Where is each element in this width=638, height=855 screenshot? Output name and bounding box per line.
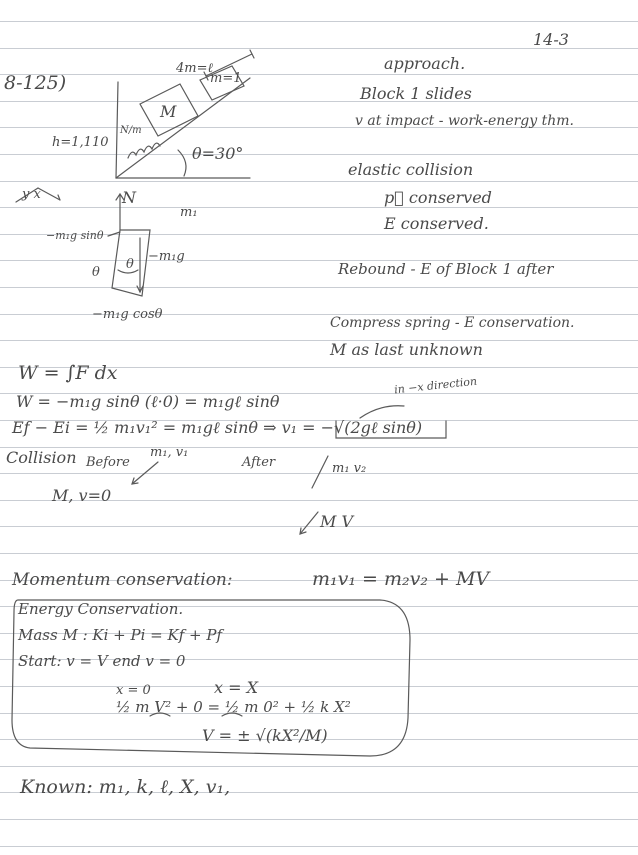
energy-change-line: Ef − Ei = ½ m₁v₁² = m₁gℓ sinθ ⇒ v₁ = −√(2gℓ sinθ): [12, 418, 423, 437]
collision-M-rest: M, v=0: [52, 486, 112, 505]
big-mass-label: M: [160, 102, 177, 121]
height-label: h=1,110: [52, 135, 109, 150]
energy-x0: x = 0: [116, 683, 151, 698]
work-line: W = −m₁g sinθ (ℓ·0) = m₁gℓ sinθ: [16, 392, 280, 411]
energy-mass-line: Mass M : Ki + Pi = Kf + Pf: [18, 626, 223, 644]
work-definition: W = ∫F dx: [18, 362, 118, 384]
angle-theta-label: θ: [126, 257, 134, 272]
collision-m1v2: m₁ v₂: [332, 461, 367, 476]
in-x-arrow: [360, 406, 404, 418]
note-compress: Compress spring - E conservation.: [330, 315, 575, 331]
weight-label: −m₁g: [148, 249, 185, 264]
collision-MV: M V: [320, 512, 354, 531]
spring: [128, 143, 160, 158]
known-list: Known: m₁, k, ℓ, X, v₁,: [20, 776, 231, 798]
note-elastic: elastic collision: [348, 160, 474, 179]
collision-title: Collision: [6, 448, 77, 467]
free-body-diagram: [108, 194, 150, 296]
axes-label: y x: [22, 187, 41, 202]
small-mass-label: m=1: [210, 71, 242, 86]
energy-title: Energy Conservation.: [18, 600, 184, 618]
collision-before: Before: [86, 455, 130, 470]
length-label: 4m=ℓ: [176, 61, 213, 76]
collision-after: After: [242, 455, 276, 470]
note-work-energy: v at impact - work-energy thm.: [355, 113, 574, 129]
note-e-conserved: E conserved.: [384, 214, 489, 233]
note-approach: approach.: [384, 54, 466, 73]
page-number: 14-3: [533, 30, 569, 49]
parallel-force-label: −m₁g sinθ: [46, 229, 104, 242]
problem-number: 8-125): [4, 72, 67, 94]
collision-arrows: [132, 456, 328, 534]
energy-start-line: Start: v = V end v = 0: [18, 652, 186, 670]
collision-m1v1: m₁, v₁: [150, 445, 189, 460]
direction-note: in −x direction: [393, 374, 478, 397]
note-block-slides: Block 1 slides: [360, 84, 472, 103]
fbd-mass-label: m₁: [180, 205, 198, 220]
momentum-label: Momentum conservation:: [12, 570, 233, 590]
angle-theta2-label: θ: [92, 265, 100, 280]
angle-label: θ=30°: [192, 144, 244, 163]
energy-result: V = ± √(kX²/M): [202, 726, 328, 745]
energy-equation: ½ m V² + 0 = ½ m 0² + ½ k X²: [116, 698, 351, 716]
note-last-unknown: M as last unknown: [330, 340, 483, 359]
perp-force-label: −m₁g cosθ: [92, 307, 163, 322]
momentum-equation: m₁v₁ = m₂v₂ + MV: [312, 568, 490, 590]
spring-constant-label: N/m: [120, 125, 142, 136]
energy-xX: x = X: [214, 678, 258, 697]
normal-force-label: N: [122, 188, 136, 207]
note-rebound: Rebound - E of Block 1 after: [338, 260, 554, 278]
note-p-conserved: p⃗ conserved: [384, 188, 492, 207]
